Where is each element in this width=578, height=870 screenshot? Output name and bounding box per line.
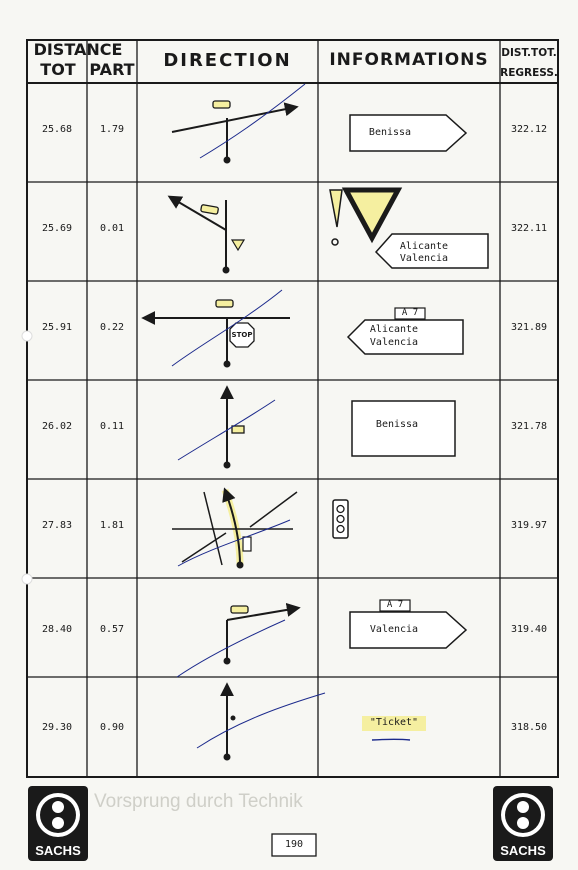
row2-sign-text-2: Valencia xyxy=(399,253,449,264)
sachs-logo-right-text: SACHS xyxy=(500,843,546,858)
header-dist-tot: DIST.TOT. xyxy=(501,47,557,59)
row3-sign-text-2: Valencia xyxy=(369,337,419,348)
row6-part: 0.57 xyxy=(99,624,125,635)
header-part: PART xyxy=(89,60,135,79)
page-number: 190 xyxy=(284,839,304,850)
row3-part: 0.22 xyxy=(99,322,125,333)
row7-tot: 29.30 xyxy=(41,722,73,733)
row3-road-number: A 7 xyxy=(401,308,419,318)
row6-sign-text: Valencia xyxy=(369,624,419,635)
row2-part: 0.01 xyxy=(99,223,125,234)
row7-part: 0.90 xyxy=(99,722,125,733)
row2-tot: 25.69 xyxy=(41,223,73,234)
row2-landmark-icon xyxy=(201,204,219,214)
row2-yield-icon xyxy=(232,240,244,250)
row2-tulip-diagram xyxy=(170,197,244,274)
row6-tulip-diagram xyxy=(177,606,298,677)
stop-sign-label: STOP xyxy=(231,331,253,339)
header-distance: DISTANCE xyxy=(33,40,123,59)
header-regress: REGRESS. xyxy=(500,67,558,79)
row3-tulip-diagram xyxy=(144,290,290,368)
row5-traffic-light-icon xyxy=(243,537,251,551)
row6-road-number: A 7 xyxy=(386,600,404,610)
row1-landmark-icon xyxy=(213,101,230,108)
row1-sign-text: Benissa xyxy=(368,127,412,138)
exclamation-icon xyxy=(330,190,342,227)
row3-landmark-icon xyxy=(216,300,233,307)
row4-part: 0.11 xyxy=(99,421,125,432)
row1-tot: 25.68 xyxy=(41,124,73,135)
row7-note: "Ticket" xyxy=(369,717,419,728)
row3-tot: 25.91 xyxy=(41,322,73,333)
row5-part: 1.81 xyxy=(99,520,125,531)
row3-regress: 321.89 xyxy=(510,322,548,333)
row6-landmark-icon xyxy=(231,606,248,613)
row5-tot: 27.83 xyxy=(41,520,73,531)
row6-tot: 28.40 xyxy=(41,624,73,635)
row4-tulip-diagram xyxy=(178,388,275,469)
row3-sign-text-1: Alicante xyxy=(369,324,419,335)
row6-regress: 319.40 xyxy=(510,624,548,635)
row4-regress: 321.78 xyxy=(510,421,548,432)
row7-regress: 318.50 xyxy=(510,722,548,733)
row2-sign-text-1: Alicante xyxy=(399,241,449,252)
row2-regress: 322.11 xyxy=(510,223,548,234)
yield-sign-icon xyxy=(346,190,398,238)
sachs-logo-left-text: SACHS xyxy=(35,843,81,858)
row1-regress: 322.12 xyxy=(510,124,548,135)
header-tot: TOT xyxy=(40,60,76,79)
row4-landmark-icon xyxy=(232,426,244,433)
row5-traffic-light xyxy=(333,500,348,538)
header-direction: DIRECTION xyxy=(163,50,292,71)
row4-tot: 26.02 xyxy=(41,421,73,432)
header-informations: INFORMATIONS xyxy=(329,50,489,70)
row5-tulip-diagram xyxy=(172,490,297,569)
row1-tulip-diagram xyxy=(172,84,305,164)
row7-tulip-diagram xyxy=(197,685,325,761)
footer-slogan: Vorsprung durch Technik xyxy=(94,791,303,812)
row1-part: 1.79 xyxy=(99,124,125,135)
row4-sign-text: Benissa xyxy=(375,419,419,430)
row5-regress: 319.97 xyxy=(510,520,548,531)
